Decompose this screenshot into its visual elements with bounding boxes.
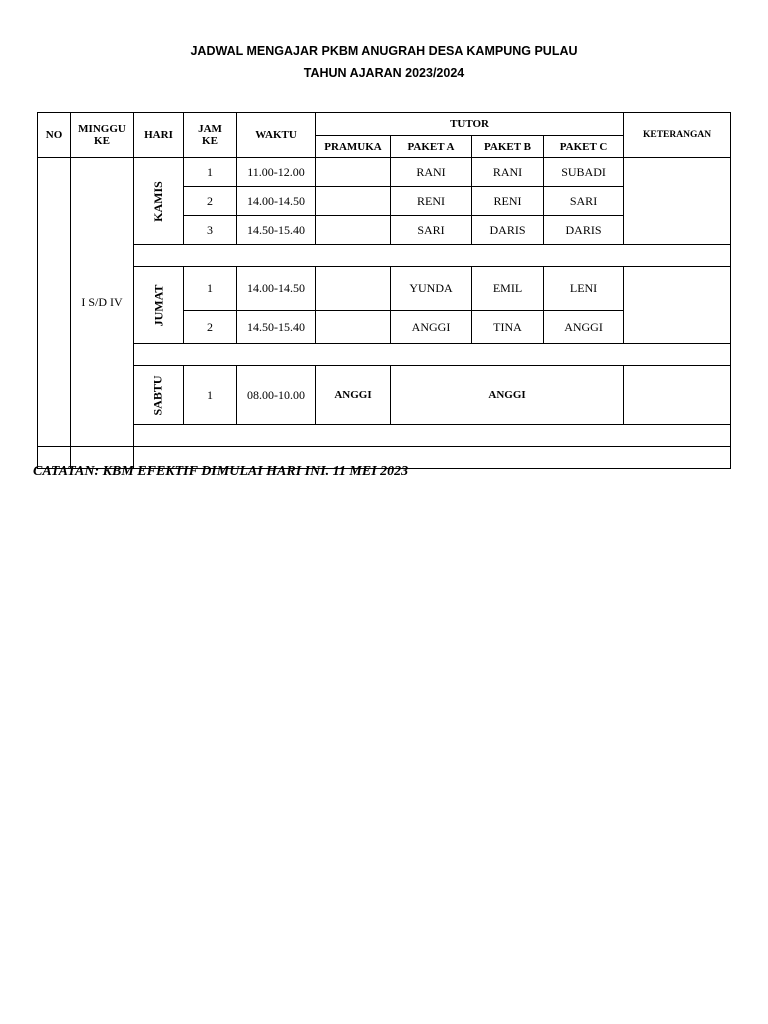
day-sabtu: SABTU: [134, 366, 184, 425]
paket-a-cell: RANI: [391, 158, 472, 187]
note-text: CATATAN: KBM EFEKTIF DIMULAI HARI INI. 11 MEI 2023: [33, 464, 409, 479]
jam-cell: 2: [184, 311, 237, 344]
paket-a-cell: YUNDA: [391, 267, 472, 311]
paket-c-cell: ANGGI: [544, 311, 624, 344]
header-hari: HARI: [134, 113, 184, 158]
no-cell: [38, 158, 71, 447]
header-row: [38, 113, 731, 136]
paket-b-cell: RANI: [472, 158, 544, 187]
spacer-cell: [134, 245, 731, 267]
document-title: JADWAL MENGAJAR PKBM ANUGRAH DESA KAMPUNG PULAU: [190, 44, 578, 58]
jam-cell: 2: [184, 187, 237, 216]
schedule-table: [37, 112, 731, 469]
jam-cell: 3: [184, 216, 237, 245]
pramuka-cell: [316, 158, 391, 187]
day-kamis: KAMIS: [134, 158, 184, 245]
paket-c-cell: LENI: [544, 267, 624, 311]
waktu-cell: 14.00-14.50: [237, 267, 316, 311]
paket-a-cell: ANGGI: [391, 311, 472, 344]
waktu-cell: 14.50-15.40: [237, 311, 316, 344]
waktu-cell: 11.00-12.00: [237, 158, 316, 187]
pramuka-cell: [316, 187, 391, 216]
pramuka-cell: [316, 216, 391, 245]
day-jumat: JUMAT: [134, 267, 184, 344]
paket-b-cell: RENI: [472, 187, 544, 216]
keterangan-cell: [624, 366, 731, 425]
header-keterangan: KETERANGAN: [624, 113, 731, 158]
paket-c-cell: SUBADI: [544, 158, 624, 187]
pramuka-cell: [316, 267, 391, 311]
minggu-cell: I S/D IV: [71, 158, 134, 447]
paket-b-cell: TINA: [472, 311, 544, 344]
paket-b-cell: EMIL: [472, 267, 544, 311]
header-minggu: MINGGU KE: [71, 113, 134, 158]
table-row: [38, 158, 731, 187]
spacer-row: [38, 245, 731, 267]
spacer-cell: [134, 425, 731, 447]
jam-cell: 1: [184, 366, 237, 425]
header-tutor: TUTOR: [316, 113, 624, 136]
keterangan-cell: [624, 158, 731, 245]
jam-cell: 1: [184, 267, 237, 311]
waktu-cell: 14.50-15.40: [237, 216, 316, 245]
waktu-cell: 14.00-14.50: [237, 187, 316, 216]
keterangan-cell: [624, 267, 731, 344]
spacer-row: [38, 344, 731, 366]
header-pramuka: PRAMUKA: [316, 136, 391, 158]
header-jam: JAM KE: [184, 113, 237, 158]
waktu-cell: 08.00-10.00: [237, 366, 316, 425]
paket-abc-cell: ANGGI: [391, 366, 624, 425]
paket-a-cell: SARI: [391, 216, 472, 245]
paket-a-cell: RENI: [391, 187, 472, 216]
jam-cell: 1: [184, 158, 237, 187]
table-row: [38, 366, 731, 425]
header-paket-b: PAKET B: [472, 136, 544, 158]
spacer-row: [38, 425, 731, 447]
header-paket-a: PAKET A: [391, 136, 472, 158]
header-paket-c: PAKET C: [544, 136, 624, 158]
pramuka-cell: ANGGI: [316, 366, 391, 425]
document-subtitle: TAHUN AJARAN 2023/2024: [303, 66, 465, 80]
spacer-cell: [134, 344, 731, 366]
paket-c-cell: DARIS: [544, 216, 624, 245]
paket-c-cell: SARI: [544, 187, 624, 216]
header-no: NO: [38, 113, 71, 158]
header-waktu: WAKTU: [237, 113, 316, 158]
table-row: [38, 267, 731, 311]
paket-b-cell: DARIS: [472, 216, 544, 245]
pramuka-cell: [316, 311, 391, 344]
